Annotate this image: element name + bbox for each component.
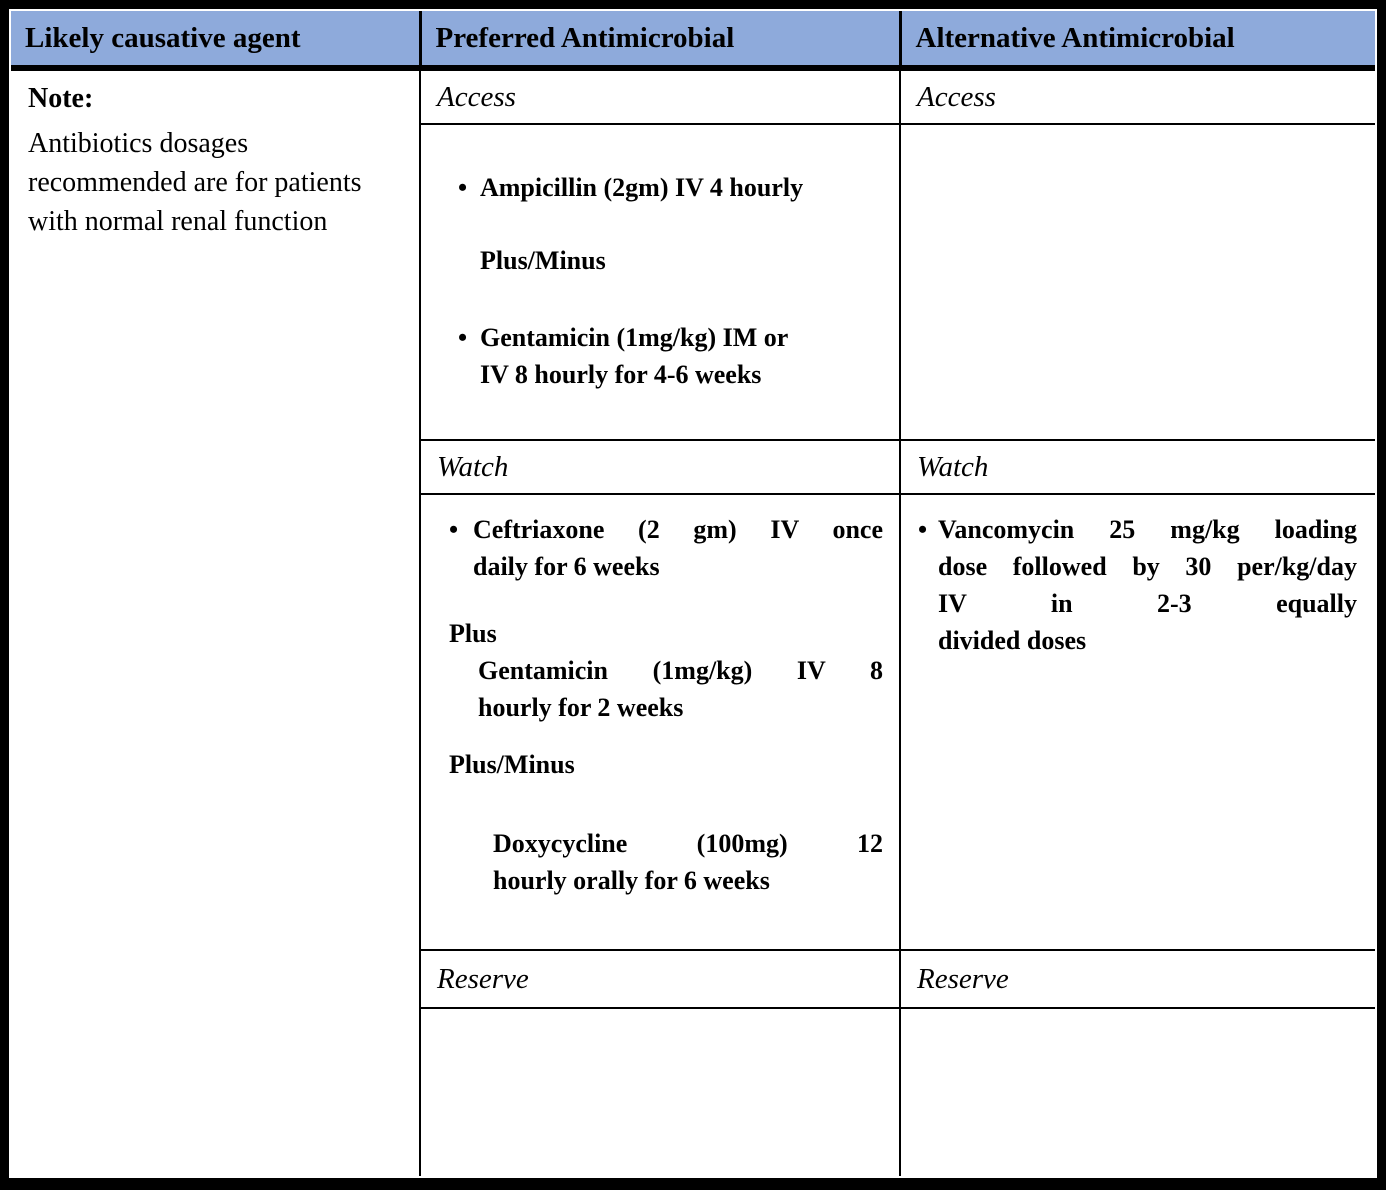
bullet-icon: • [449, 515, 459, 544]
preferred-watch-label: Watch [420, 440, 900, 494]
preferred-watch-content-cell [420, 494, 900, 950]
doxycycline-line2: hourly orally for 6 weeks [493, 866, 770, 895]
preferred-reserve-content-cell [420, 1008, 900, 1176]
header-row [11, 11, 1375, 68]
vancomycin-item [918, 511, 1357, 659]
ampicillin-text: Ampicillin (2gm) IV 4 hourly [480, 173, 804, 202]
doxycycline-item [493, 825, 883, 899]
ampicillin-item [458, 169, 887, 206]
ceftriaxone-line1: Ceftriaxone (2 gm) IV once [473, 515, 883, 544]
preferred-reserve-label: Reserve [420, 950, 900, 1008]
bullet-icon: • [918, 515, 928, 544]
plus-minus-connector: Plus/Minus [480, 246, 606, 275]
bullet-icon: • [458, 323, 468, 352]
gentamicin-im-line2: IV 8 hourly for 4-6 weeks [480, 360, 762, 389]
ceftriaxone-line2: daily for 6 weeks [473, 552, 660, 581]
gentamicin-iv-line2: hourly for 2 weeks [478, 693, 684, 722]
alternative-watch-content-cell [900, 494, 1375, 950]
preferred-access-label: Access [420, 68, 900, 124]
gentamicin-im-item [458, 319, 887, 393]
antimicrobial-guideline-table [11, 11, 1375, 1176]
note-cell [11, 68, 420, 1176]
note-body: Antibiotics dosages recommended are for patients with normal renal function [28, 128, 362, 237]
access-label-row [11, 68, 1375, 124]
vancomycin-line3: IV in 2-3 equally [938, 589, 1357, 618]
bullet-icon: • [458, 173, 468, 202]
header-preferred-antimicrobial: Preferred Antimicrobial [420, 11, 900, 68]
ceftriaxone-item [449, 511, 883, 585]
vancomycin-line2: dose followed by 30 per/kg/day [938, 552, 1357, 581]
alternative-reserve-label: Reserve [900, 950, 1375, 1008]
gentamicin-im-line1: Gentamicin (1mg/kg) IM or [480, 323, 789, 352]
plus-minus-connector: Plus/Minus [449, 750, 575, 779]
alternative-access-content-cell [900, 124, 1375, 440]
gentamicin-iv-line1: Gentamicin (1mg/kg) IV 8 [478, 656, 883, 685]
alternative-access-label: Access [900, 68, 1375, 124]
plus-connector: Plus [449, 619, 497, 648]
alternative-watch-label: Watch [900, 440, 1375, 494]
header-likely-causative-agent: Likely causative agent [11, 11, 420, 68]
gentamicin-iv-item [478, 652, 883, 726]
doxycycline-line1: Doxycycline (100mg) 12 [493, 829, 883, 858]
vancomycin-line4: divided doses [938, 626, 1087, 655]
vancomycin-line1: Vancomycin 25 mg/kg loading [938, 515, 1357, 544]
preferred-access-content-cell [420, 124, 900, 440]
alternative-reserve-content-cell [900, 1008, 1375, 1176]
header-alternative-antimicrobial: Alternative Antimicrobial [900, 11, 1375, 68]
note-title: Note: [28, 83, 94, 114]
